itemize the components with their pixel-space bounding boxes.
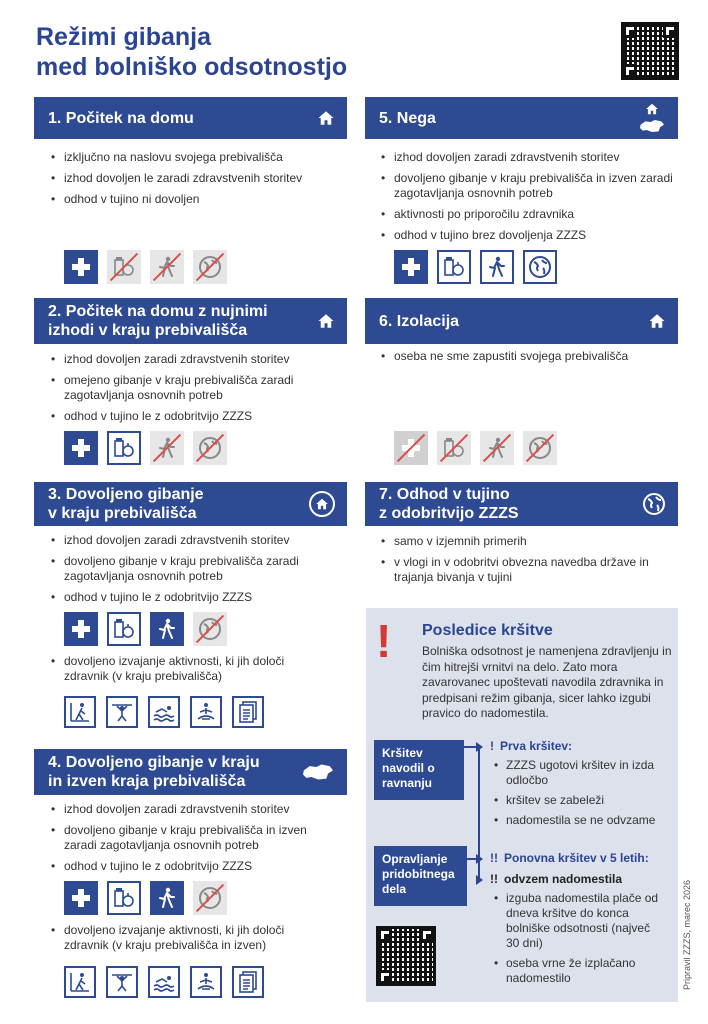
section-3-list [48, 533, 338, 611]
globe-icon [523, 250, 557, 284]
list-item: • oseba vrne že izplačano nadomestilo [492, 956, 660, 986]
section-2-header [34, 298, 347, 344]
section-1-list [48, 150, 348, 213]
slovenia-map-icon [638, 118, 666, 134]
exercise-icon [106, 696, 138, 728]
list-item: • odhod v tujino le z odobritvijo ZZZS [48, 409, 338, 424]
globe-icon [193, 612, 227, 646]
globe-icon [642, 492, 666, 516]
section-6-title: 6. Izolacija [379, 312, 460, 330]
grocery-icon [437, 250, 471, 284]
plus-icon [64, 431, 98, 465]
section-2-title: 2. Počitek na domu z nujnimi izhodi v kraju prebivališča [48, 303, 268, 339]
section-3-title: 3. Dovoljeno gibanje v kraju prebivališča [48, 486, 204, 522]
list-item: • oseba ne sme zapustiti svojega prebivališča [378, 349, 678, 364]
grocery-icon [107, 431, 141, 465]
gainful-work-tag: Opravljanje pridobitnega dela [374, 846, 467, 906]
grocery-icon [107, 250, 141, 284]
exclamation-icon: ! [376, 615, 392, 667]
list-item: • dovoljeno gibanje v kraju prebivališča in izven zaradi zagotavljanja osnovnih potreb [48, 823, 338, 853]
section-1-icons [64, 250, 227, 284]
footer-credit: Pripravil ZZZS, marec 2026 [682, 879, 692, 990]
list-item: • odhod v tujino le z odobritvijo ZZZS [48, 590, 338, 605]
section-4-extra [48, 923, 318, 959]
slovenia-map-icon [301, 762, 335, 782]
list-item: • odhod v tujino le z odobritvijo ZZZS [48, 859, 338, 874]
section-5-header [365, 97, 678, 139]
section-6-icons [394, 431, 557, 465]
home-icon [648, 312, 666, 330]
plus-icon [64, 612, 98, 646]
list-item: • dovoljeno gibanje v kraju prebivališča in izven zaradi zagotavljanja osnovnih potreb [378, 171, 678, 201]
home-icon [644, 102, 660, 116]
plus-icon [394, 250, 428, 284]
violation-instructions-tag: Kršitev navodil o ravnanju [374, 740, 464, 800]
plus-icon [394, 431, 428, 465]
first-violation-list [492, 758, 672, 833]
consequences-panel [366, 608, 678, 1002]
grocery-icon [107, 612, 141, 646]
grocery-icon [437, 431, 471, 465]
hiking-icon [64, 966, 96, 998]
globe-icon [193, 250, 227, 284]
section-2-list [48, 352, 338, 430]
repeat-violation: !! Ponovna kršitev v 5 letih: [490, 851, 649, 865]
document-icon [232, 966, 264, 998]
section-7-title: 7. Odhod v tujino z odobritvijo ZZZS [379, 486, 519, 522]
section-3-header [34, 482, 347, 526]
list-item: • aktivnosti po priporočilu zdravnika [378, 207, 678, 222]
list-item: • dovoljeno izvajanje aktivnosti, ki jih določi zdravnik (v kraju prebivališča) [48, 654, 318, 684]
plus-icon [64, 881, 98, 915]
list-item: • izhod dovoljen zaradi zdravstvenih storitev [48, 352, 338, 367]
arrow-icon [476, 875, 483, 885]
section-4-list [48, 802, 338, 880]
section-3-extra [48, 654, 318, 690]
globe-icon [523, 431, 557, 465]
connector-line [478, 746, 480, 858]
walking-icon [150, 431, 184, 465]
walking-icon [480, 431, 514, 465]
document-icon [232, 696, 264, 728]
list-item: • odhod v tujino ni dovoljen [48, 192, 348, 207]
consequences-text: Bolniška odsotnost je namenjena zdravljenju in čim hitrejši vrnitvi na delo. Zato mora zavarovanec upoštevati navodila zdravnika in predpisani režim gibanja, sicer lahko izgubi pravico do nadomestila. [422, 644, 672, 720]
home-icon [317, 109, 335, 127]
benefit-removal-list [492, 891, 660, 991]
section-4-header [34, 749, 347, 795]
qr-code-top[interactable] [621, 22, 679, 80]
swimming-icon [148, 696, 180, 728]
list-item: • izhod dovoljen le zaradi zdravstvenih storitev [48, 171, 348, 186]
qr-code-bottom[interactable] [376, 926, 436, 986]
hiking-icon [64, 696, 96, 728]
list-item: • izhod dovoljen zaradi zdravstvenih storitev [378, 150, 678, 165]
plus-icon [64, 250, 98, 284]
home-icon [309, 491, 335, 517]
section-4-title: 4. Dovoljeno gibanje v kraju in izven kraja prebivališča [48, 754, 260, 790]
section-4-icons [64, 881, 227, 915]
list-item: • dovoljeno izvajanje aktivnosti, ki jih določi zdravnik (v kraju prebivališča in izven) [48, 923, 318, 953]
section-3-activity-icons [64, 696, 264, 728]
list-item: • odhod v tujino brez dovoljenja ZZZS [378, 228, 678, 243]
section-5-title: 5. Nega [379, 109, 436, 127]
section-4-activity-icons [64, 966, 264, 998]
walking-icon [480, 250, 514, 284]
list-item: • dovoljeno gibanje v kraju prebivališča zaradi zagotavljanja osnovnih potreb [48, 554, 338, 584]
globe-icon [193, 431, 227, 465]
swimming-icon [148, 966, 180, 998]
list-item: • ZZZS ugotovi kršitev in izda odločbo [492, 758, 672, 788]
section-7-list [378, 534, 678, 591]
walking-icon [150, 250, 184, 284]
section-5-list [378, 150, 678, 249]
section-5-icons [394, 250, 557, 284]
benefit-removal: !! odvzem nadomestila [490, 872, 623, 886]
list-item: • kršitev se zabeleži [492, 793, 672, 808]
list-item: • nadomestila se ne odvzame [492, 813, 672, 828]
meditation-icon [190, 696, 222, 728]
list-item: • izhod dovoljen zaradi zdravstvenih storitev [48, 533, 338, 548]
walking-icon [150, 612, 184, 646]
list-item: • izhod dovoljen zaradi zdravstvenih storitev [48, 802, 338, 817]
walking-icon [150, 881, 184, 915]
home-icon [317, 312, 335, 330]
first-violation: ! Prva kršitev: [490, 739, 573, 753]
list-item: • v vlogi in v odobritvi obvezna navedba države in trajanja bivanja v tujini [378, 555, 678, 585]
section-1-title: 1. Počitek na domu [48, 109, 194, 127]
section-1-header [34, 97, 347, 139]
list-item: • omejeno gibanje v kraju prebivališča zaradi zagotavljanja osnovnih potreb [48, 373, 338, 403]
exercise-icon [106, 966, 138, 998]
list-item: • samo v izjemnih primerih [378, 534, 678, 549]
globe-icon [193, 881, 227, 915]
section-3-icons [64, 612, 227, 646]
section-7-header [365, 482, 678, 526]
section-6-list [378, 349, 678, 370]
section-2-icons [64, 431, 227, 465]
list-item: • izključno na naslovu svojega prebivališča [48, 150, 348, 165]
list-item: • izguba nadomestila plače od dneva kršitve do konca bolniške odsotnosti (največ 30 dni) [492, 891, 660, 951]
consequences-title: Posledice kršitve [422, 622, 553, 639]
page-title: Režimi gibanja med bolniško odsotnostjo [36, 23, 348, 81]
grocery-icon [107, 881, 141, 915]
meditation-icon [190, 966, 222, 998]
section-6-header [365, 298, 678, 344]
